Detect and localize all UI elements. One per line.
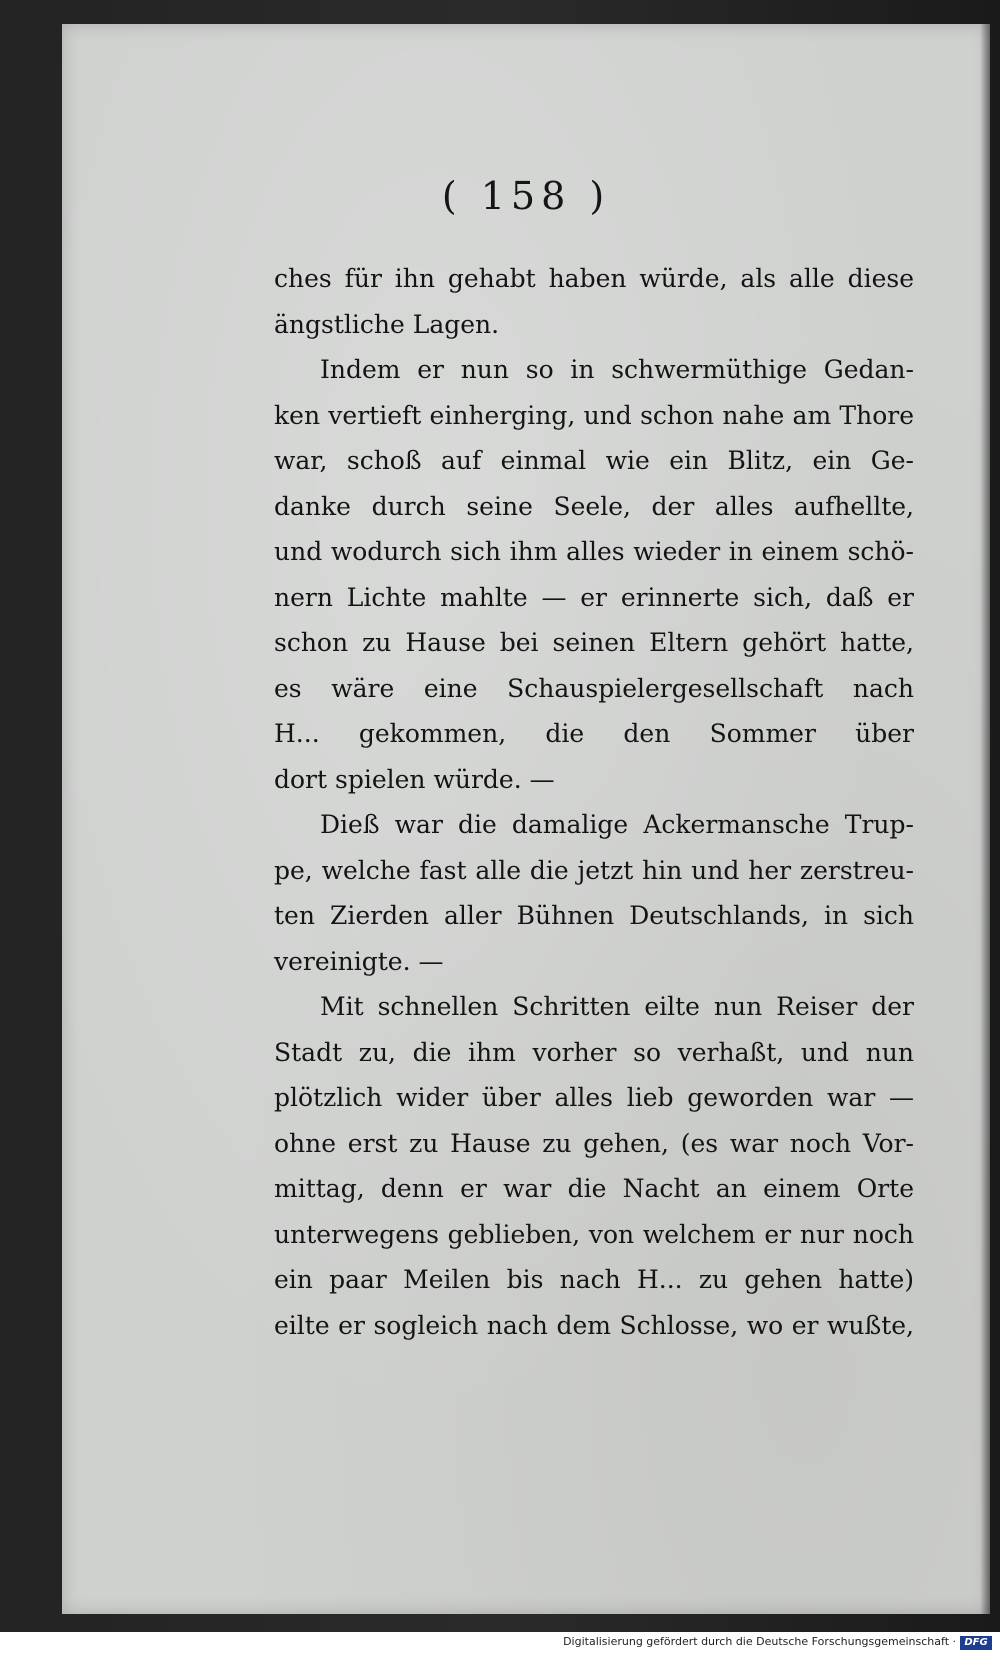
- text-line: danke durch seine Seele, der alles aufhellte,: [274, 491, 914, 521]
- text-line: H... gekommen, die den Sommer über: [274, 719, 914, 748]
- text-line: Stadt zu, die ihm vorher so verhaßt, und nun: [274, 1037, 914, 1067]
- text-line: nern Lichte mahlte — er erinnerte sich, daß er: [274, 582, 914, 612]
- page-edge-shadow: [980, 24, 990, 1614]
- text-line: plötzlich wider über alles lieb geworden war —: [274, 1083, 914, 1112]
- digitization-footer: [0, 1632, 1000, 1654]
- footer-credit: Digitalisierung gefördert durch die Deutsche Forschungsgemeinschaft ·: [563, 1635, 956, 1648]
- dfg-logo: DFG: [960, 1636, 992, 1650]
- text-line: ängstliche Lagen.: [274, 309, 500, 339]
- text-line: dort spielen würde. —: [274, 764, 555, 794]
- book-page: [62, 24, 990, 1614]
- text-line: vereinigte. —: [274, 946, 444, 976]
- text-line: eilte er sogleich nach dem Schlosse, wo er wußte,: [274, 1310, 914, 1340]
- text-line: schon zu Hause bei seinen Eltern gehört hatte,: [274, 628, 914, 657]
- text-line: es wäre eine Schauspielergesellschaft nach: [274, 673, 914, 703]
- text-line: ohne erst zu Hause zu gehen, (es war noch Vor-: [274, 1128, 914, 1158]
- page-number: ( 158 ): [441, 174, 611, 218]
- text-line: pe, welche fast alle die jetzt hin und her zerstreu-: [274, 855, 914, 885]
- text-line: ches für ihn gehabt haben würde, als alle diese: [274, 264, 914, 293]
- text-line: ten Zierden aller Bühnen Deutschlands, in sich: [274, 901, 914, 930]
- text-line: ein paar Meilen bis nach H... zu gehen hatte): [274, 1265, 914, 1294]
- text-line: und wodurch sich ihm alles wieder in einem schö-: [274, 537, 914, 566]
- text-line: unterwegens geblieben, von welchem er nur noch: [274, 1219, 914, 1249]
- text-line: Indem er nun so in schwermüthige Gedan-: [320, 355, 914, 384]
- text-line: war, schoß auf einmal wie ein Blitz, ein Ge-: [274, 446, 914, 475]
- text-line: ken vertieft einherging, und schon nahe am Thore: [274, 400, 914, 430]
- body-text: [274, 256, 914, 1348]
- text-line: Mit schnellen Schritten eilte nun Reiser der: [320, 992, 914, 1021]
- text-line: Dieß war die damalige Ackermansche Trup-: [320, 810, 914, 839]
- text-line: mittag, denn er war die Nacht an einem Orte: [274, 1174, 914, 1203]
